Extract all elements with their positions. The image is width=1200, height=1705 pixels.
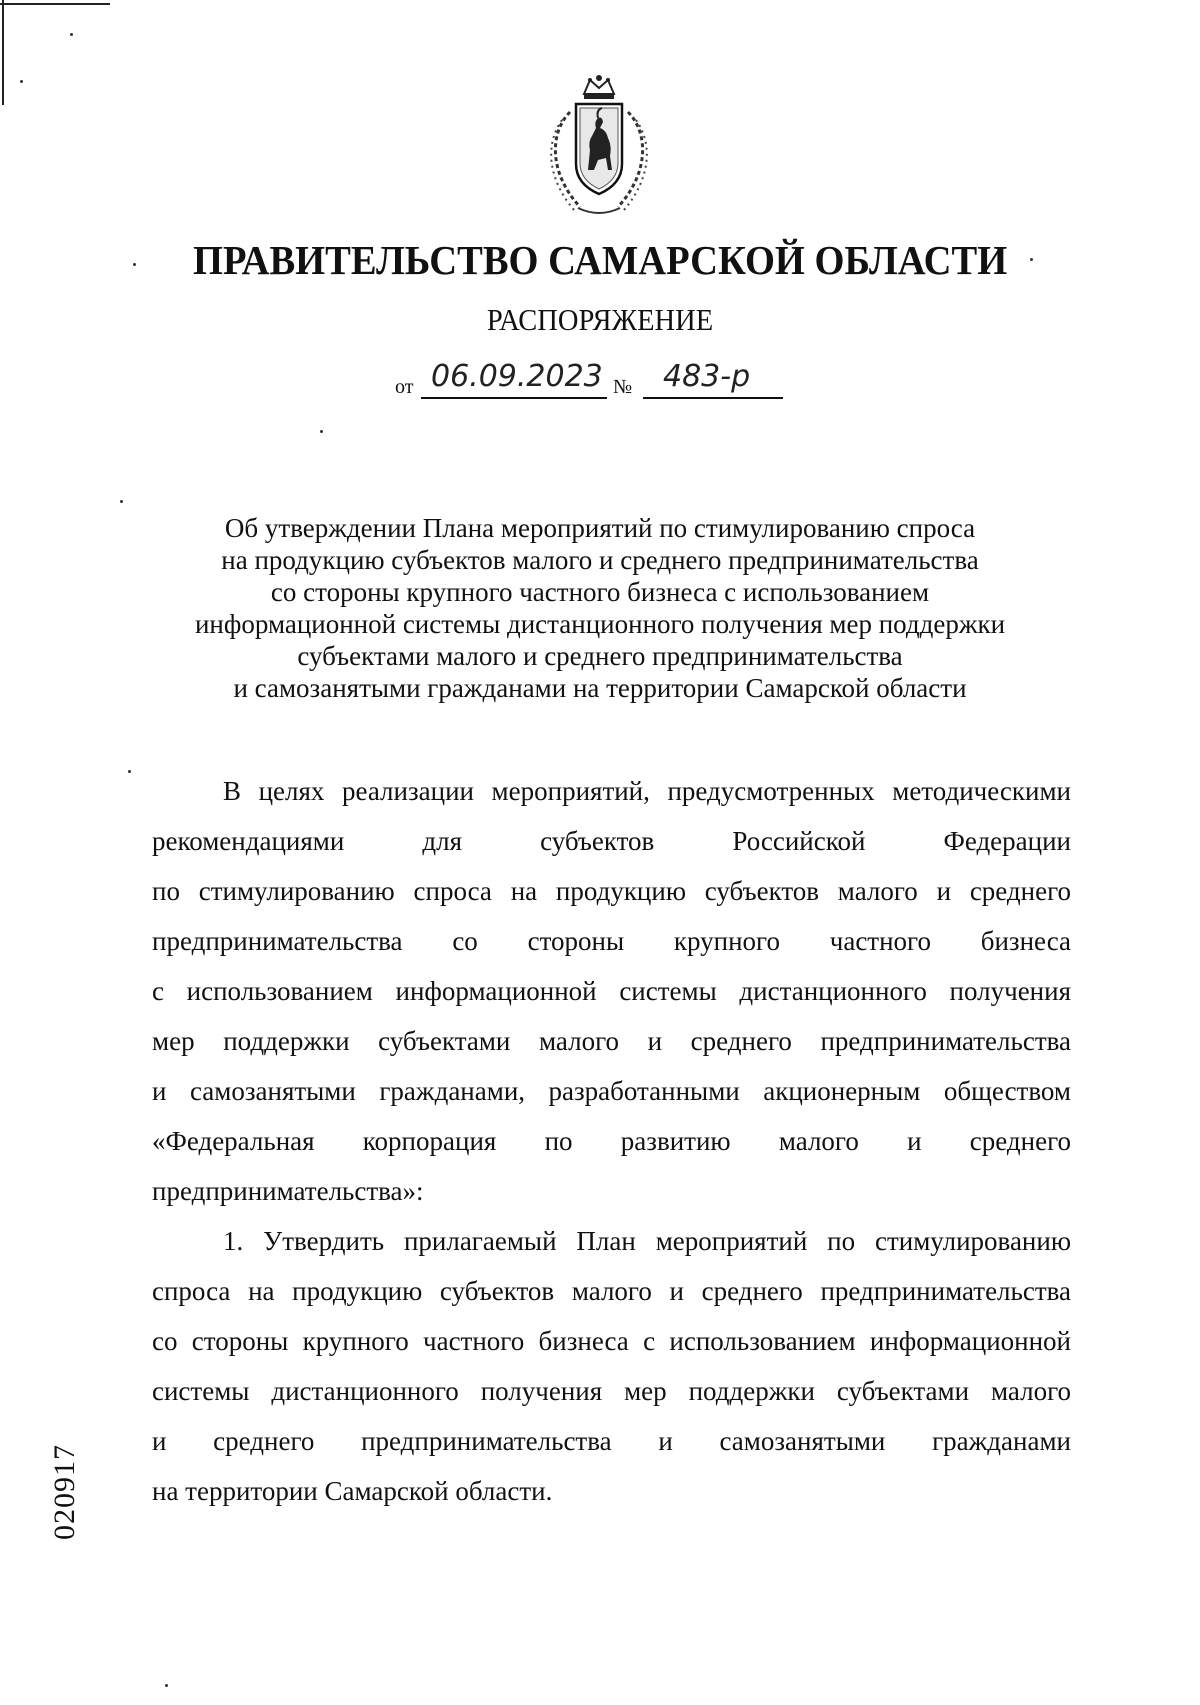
number-prefix: № <box>613 376 633 398</box>
side-serial-number: 020917 <box>48 1444 81 1540</box>
scan-speck <box>120 500 123 503</box>
border-line-left <box>2 0 4 105</box>
document-type: РАСПОРЯЖЕНИЕ <box>486 302 714 337</box>
subject-line: Об утверждении Плана мероприятий по стимулированию спроса <box>224 513 976 543</box>
handwritten-date: 06.09.2023 <box>431 359 603 394</box>
body-line: на территории Самарской области. <box>152 1476 553 1506</box>
body-line: и самозанятыми гражданами, разработанными акционерным обществом <box>152 1076 1071 1106</box>
body-line: рекомендациями для субъектов Российской Федерации <box>152 826 1071 856</box>
body-line: со стороны крупного частного бизнеса с использованием информационной <box>152 1326 1071 1356</box>
subject-line: на продукцию субъектов малого и среднего предпринимательства <box>221 545 979 575</box>
document-body <box>152 766 1071 1516</box>
date-underline <box>421 397 607 399</box>
body-line: 1. Утвердить прилагаемый План мероприятий по стимулированию <box>223 1226 1071 1256</box>
scan-speck <box>70 33 73 36</box>
date-prefix: от <box>395 376 414 398</box>
handwritten-number: 483-р <box>663 359 751 394</box>
coat-of-arms-emblem <box>540 72 658 218</box>
scan-speck <box>128 770 131 773</box>
subject-line: и самозанятыми гражданами на территории Самарской области <box>233 673 967 703</box>
subject-line: информационной системы дистанционного получения мер поддержки <box>194 609 1006 639</box>
subject-line: субъектами малого и среднего предпринимательства <box>297 641 903 671</box>
scan-speck <box>20 80 23 83</box>
body-line: по стимулированию спроса на продукцию субъектов малого и среднего <box>152 876 1071 906</box>
body-line: с использованием информационной системы дистанционного получения <box>152 976 1071 1006</box>
document-date-line <box>395 361 795 401</box>
body-line: мер поддержки субъектами малого и среднего предпринимательства <box>152 1026 1071 1056</box>
body-line: В целях реализации мероприятий, предусмотренных методическими <box>223 776 1071 806</box>
scan-speck <box>165 1684 168 1687</box>
number-underline <box>643 397 783 399</box>
scan-speck <box>1030 258 1033 261</box>
body-line: «Федеральная корпорация по развитию малого и среднего <box>152 1126 1071 1156</box>
body-line: системы дистанционного получения мер поддержки субъектами малого <box>152 1376 1071 1406</box>
scan-speck <box>133 263 136 266</box>
body-line: предпринимательства»: <box>152 1176 424 1206</box>
document-subject <box>150 512 1050 704</box>
body-line: предпринимательства со стороны крупного частного бизнеса <box>152 926 1071 956</box>
border-line-top <box>0 3 110 5</box>
body-line: спроса на продукцию субъектов малого и среднего предпринимательства <box>152 1276 1071 1306</box>
scan-speck <box>320 430 323 433</box>
body-line: и среднего предпринимательства и самозанятыми гражданами <box>152 1426 1071 1456</box>
organization-title: ПРАВИТЕЛЬСТВО САМАРСКОЙ ОБЛАСТИ <box>193 237 1008 283</box>
subject-line: со стороны крупного частного бизнеса с использованием <box>270 577 930 607</box>
